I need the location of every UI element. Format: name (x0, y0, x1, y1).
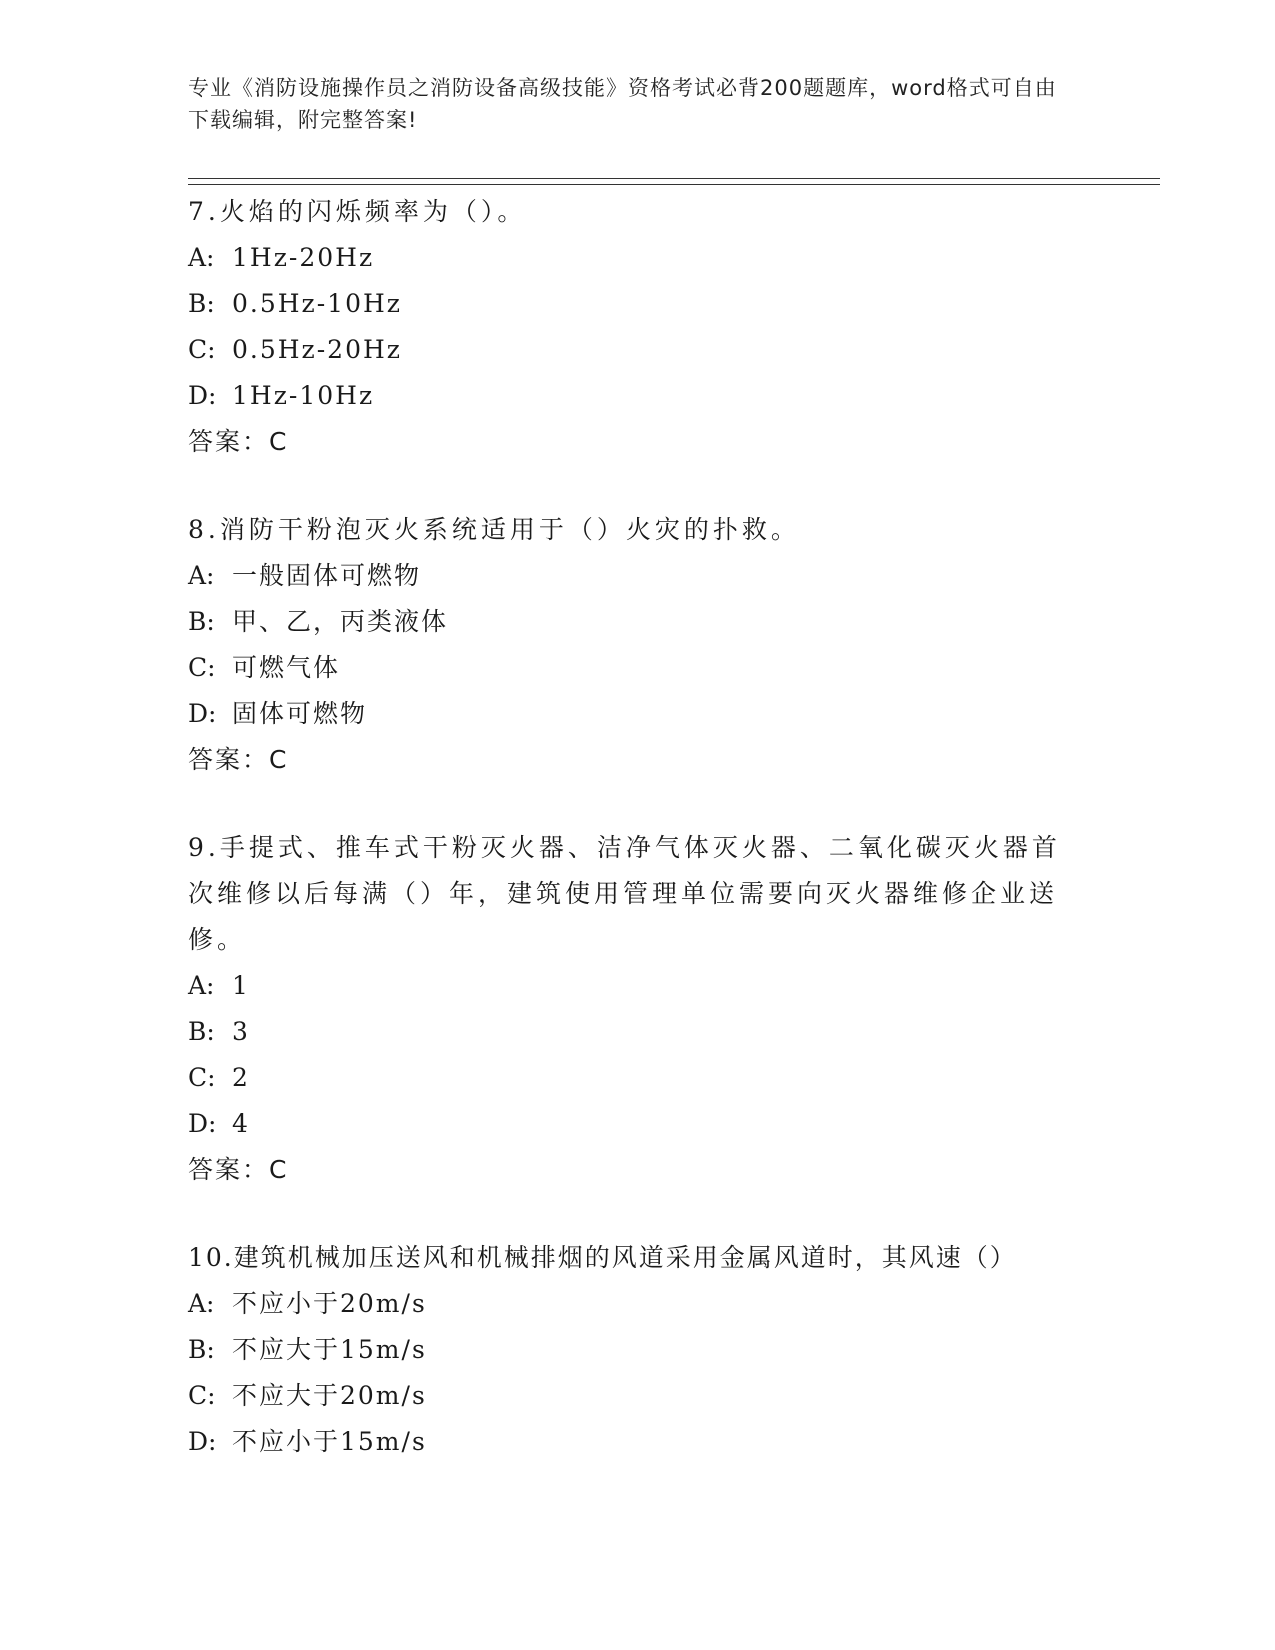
answer-line: 答案：C (188, 745, 289, 774)
option-letter: B: (188, 1017, 215, 1046)
answer-line: 答案：C (188, 1155, 289, 1184)
option-letter: B: (188, 289, 215, 318)
option-c (188, 327, 1088, 373)
option-d (188, 1419, 1088, 1465)
header-divider-top (188, 178, 1160, 179)
question-stem: 10.建筑机械加压送风和机械排烟的风道采用金属风道时，其风速（） (188, 1243, 1017, 1272)
option-text: 不应大于15m/s (232, 1335, 427, 1364)
option-text: 0.5Hz-20Hz (232, 335, 402, 364)
option-letter: A: (188, 971, 215, 1000)
option-text: 1 (232, 971, 250, 1000)
option-c (188, 1055, 1088, 1101)
option-letter: C: (188, 1381, 216, 1410)
option-b (188, 599, 1088, 645)
option-b (188, 1009, 1088, 1055)
option-letter: C: (188, 1063, 216, 1092)
option-letter: B: (188, 1335, 215, 1364)
option-letter: A: (188, 561, 215, 590)
option-letter: B: (188, 607, 215, 636)
option-text: 0.5Hz-10Hz (232, 289, 402, 318)
option-b (188, 1327, 1088, 1373)
spacer (188, 1193, 1088, 1235)
question-7 (188, 189, 1088, 465)
question-list (188, 189, 1088, 1465)
option-text: 3 (232, 1017, 250, 1046)
option-text: 一般固体可燃物 (232, 561, 422, 590)
option-letter: D: (188, 699, 217, 728)
question-stem: 8.消防干粉泡灭火系统适用于（）火灾的扑救。 (188, 515, 800, 544)
option-text: 不应小于20m/s (232, 1289, 427, 1318)
option-a (188, 1281, 1088, 1327)
option-a (188, 963, 1088, 1009)
option-text: 2 (232, 1063, 250, 1092)
answer-line: 答案：C (188, 427, 289, 456)
option-d (188, 1101, 1088, 1147)
option-c (188, 1373, 1088, 1419)
option-letter: D: (188, 1109, 217, 1138)
option-text: 4 (232, 1109, 250, 1138)
option-d (188, 373, 1088, 419)
option-text: 1Hz-10Hz (232, 381, 375, 410)
question-10 (188, 1235, 1088, 1465)
option-text: 不应小于15m/s (232, 1427, 427, 1456)
option-text: 甲、乙，丙类液体 (232, 607, 449, 636)
option-text: 1Hz-20Hz (232, 243, 375, 272)
option-text: 不应大于20m/s (232, 1381, 427, 1410)
option-letter: A: (188, 243, 215, 272)
option-text: 可燃气体 (232, 653, 341, 682)
option-letter: C: (188, 335, 216, 364)
option-d (188, 691, 1088, 737)
option-text: 固体可燃物 (232, 699, 368, 728)
option-letter: A: (188, 1289, 215, 1318)
option-letter: C: (188, 653, 216, 682)
option-a (188, 235, 1088, 281)
document-header: 专业《消防设施操作员之消防设备高级技能》资格考试必背200题题库，word格式可自由下载编辑，附完整答案! (188, 76, 1057, 132)
option-a (188, 553, 1088, 599)
question-stem: 9.手提式、推车式干粉灭火器、洁净气体灭火器、二氧化碳灭火器首次维修以后每满（）年，建筑使用管理单位需要向灭火器维修企业送修。 (188, 833, 1061, 954)
question-8 (188, 507, 1088, 783)
option-letter: D: (188, 381, 217, 410)
option-letter: D: (188, 1427, 217, 1456)
option-b (188, 281, 1088, 327)
header-divider-bottom (188, 184, 1160, 185)
question-9 (188, 825, 1088, 1193)
option-c (188, 645, 1088, 691)
spacer (188, 783, 1088, 825)
spacer (188, 465, 1088, 507)
question-stem: 7.火焰的闪烁频率为（）。 (188, 197, 527, 226)
